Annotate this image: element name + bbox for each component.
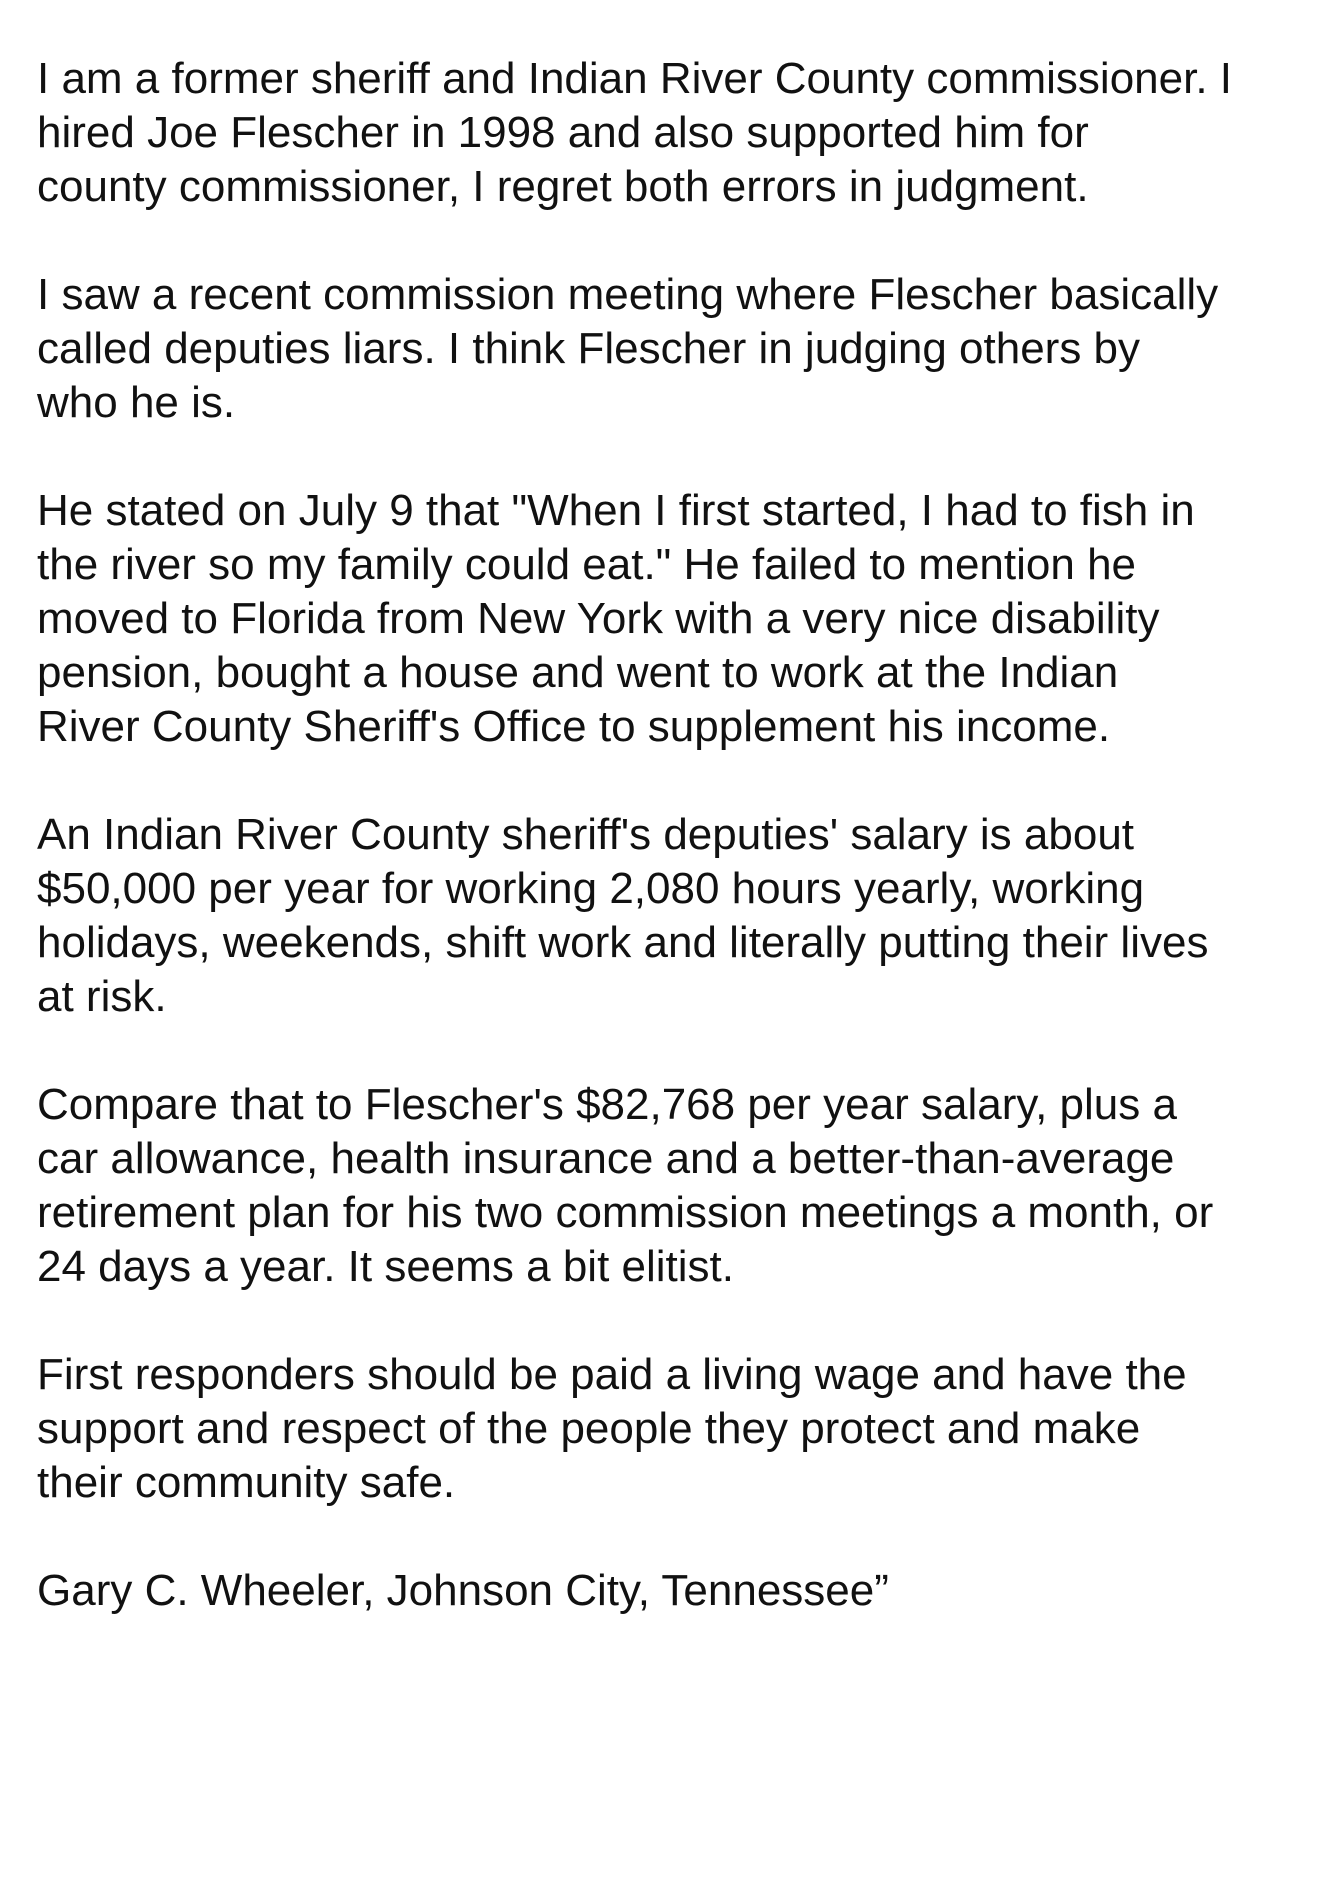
paragraph-2: I saw a recent commission meeting where Flescher basically called deputies liars. I think Flescher in judging others by who he is. [37,270,1219,427]
paragraph-5: Compare that to Flescher's $82,768 per year salary, plus a car allowance, health insurance and a better-than-average retirement plan for his two commission meetings a month, or 24 days a year. It seems a bit elitist. [37,1080,1214,1291]
paragraph-1: I am a former sheriff and Indian River County commissioner. I hired Joe Flescher in 1998 and also supported him for county commissioner, I regret both errors in judgment. [37,54,1233,211]
signature-line: Gary C. Wheeler, Johnson City, Tennessee” [37,1566,889,1615]
paragraph-3: He stated on July 9 that "When I first started, I had to fish in the river so my family could eat." He failed to mention he moved to Florida from New York with a very nice disability pension, bought a house and went to work at the Indian River County Sheriff's Office to supplement his income. [37,486,1195,751]
paragraph-4: An Indian River County sheriff's deputies' salary is about $50,000 per year for working 2,080 hours yearly, working holidays, weekends, shift work and literally putting their lives at risk. [37,810,1209,1021]
letter-body [37,52,1307,1618]
paragraph-6: First responders should be paid a living wage and have the support and respect of the people they protect and make their community safe. [37,1350,1187,1507]
